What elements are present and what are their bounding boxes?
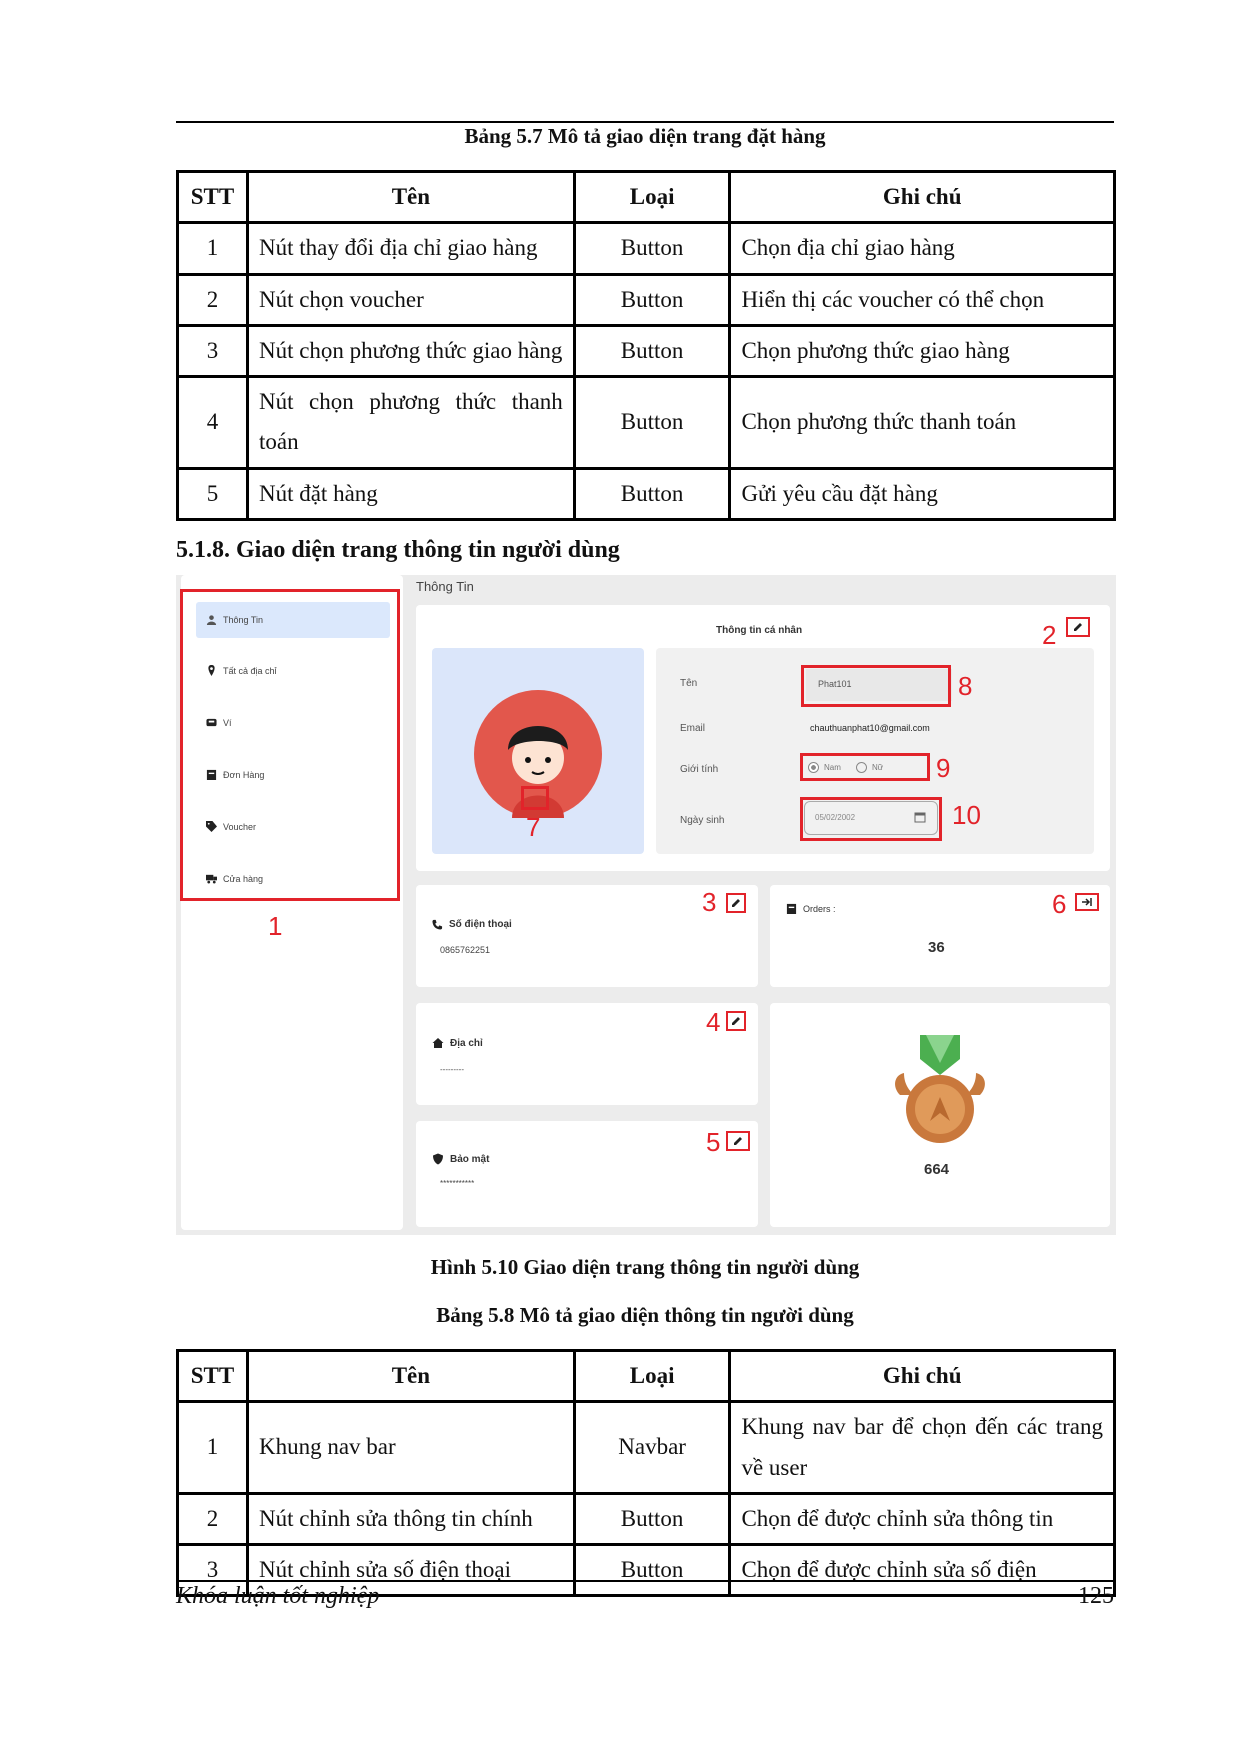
- table-row: [178, 1493, 1115, 1544]
- orders-label: Orders :: [803, 903, 836, 914]
- table1-caption: Bảng 5.7 Mô tả giao diện trang đặt hàng: [464, 124, 826, 148]
- callout-number-6: 6: [1052, 889, 1067, 919]
- name-value: Phat101: [818, 679, 852, 689]
- table-5-7: [176, 170, 1116, 521]
- cell-ghichu: Chọn để được chỉnh sửa thông tin: [730, 1493, 1115, 1544]
- cell-ghichu: Chọn địa chỉ giao hàng: [730, 223, 1115, 274]
- sidebar-item-label: Ví: [223, 717, 232, 728]
- profile-title: Thông tin cá nhân: [716, 625, 803, 636]
- cell-ten: Khung nav bar: [247, 1402, 574, 1494]
- email-label: Email: [680, 723, 706, 734]
- top-rule: [176, 121, 1114, 123]
- callout-number-4: 4: [706, 1007, 721, 1037]
- callout-box-10: [800, 797, 942, 841]
- page-title: Thông Tin: [416, 579, 474, 594]
- cell-ten: Nút chọn phương thức giao hàng: [247, 325, 574, 376]
- gender-label: Giới tính: [680, 764, 719, 775]
- address-label: Địa chỉ: [450, 1037, 483, 1049]
- callout-number-2: 2: [1042, 620, 1057, 650]
- address-value: ---------: [440, 1065, 464, 1074]
- pencil-icon: [732, 1135, 744, 1147]
- security-label: Bảo mật: [450, 1153, 490, 1165]
- dob-value: 05/02/2002: [815, 813, 856, 822]
- callout-box-9: [800, 753, 930, 781]
- home-icon: [432, 1037, 444, 1049]
- cell-ten: Nút thay đổi địa chỉ giao hàng: [247, 223, 574, 274]
- cell-ghichu: Chọn để được chỉnh sửa số điện: [730, 1545, 1115, 1596]
- cell-loai: Button: [574, 325, 730, 376]
- pencil-icon: [1072, 621, 1084, 633]
- callout-number-10: 10: [952, 800, 981, 830]
- cell-loai: Button: [574, 468, 730, 519]
- arrow-right-icon: [1081, 896, 1093, 908]
- cell-ten: Nút chỉnh sửa thông tin chính: [247, 1493, 574, 1544]
- col-header-loai: Loại: [574, 172, 730, 223]
- edit-security-button[interactable]: [726, 1131, 750, 1151]
- radio-label: Nữ: [872, 763, 884, 772]
- cell-stt: 2: [178, 274, 248, 325]
- callout-number-7: 7: [526, 812, 541, 842]
- callout-box-8: [801, 665, 951, 707]
- cell-loai: Button: [574, 274, 730, 325]
- section-heading: 5.1.8. Giao diện trang thông tin người dùng: [176, 537, 620, 563]
- callout-number-3: 3: [702, 887, 717, 917]
- table-row: [178, 325, 1115, 376]
- cell-loai: Button: [574, 1493, 730, 1544]
- phone-value: 0865762251: [440, 945, 491, 955]
- table-row: [178, 1402, 1115, 1494]
- orders-icon: [786, 903, 797, 914]
- address-label-row: [432, 1037, 483, 1049]
- callout-number-1: 1: [268, 911, 283, 941]
- table-row: [178, 377, 1115, 469]
- table-row: [178, 274, 1115, 325]
- callout-number-8: 8: [958, 671, 973, 701]
- table-5-8: [176, 1349, 1116, 1597]
- cell-stt: 4: [178, 377, 248, 469]
- page-number: 125: [1078, 1583, 1114, 1609]
- col-header-ghichu: Ghi chú: [730, 172, 1115, 223]
- col-header-ten: Tên: [247, 1351, 574, 1402]
- edit-phone-button[interactable]: [726, 893, 746, 913]
- security-value: ***********: [440, 1179, 475, 1188]
- dob-label: Ngày sinh: [680, 815, 725, 826]
- edit-profile-button[interactable]: [1066, 617, 1090, 637]
- phone-label-row: [432, 919, 512, 930]
- cell-loai: Navbar: [574, 1402, 730, 1494]
- cell-ghichu: Chọn phương thức thanh toán: [730, 377, 1115, 469]
- callout-box-1: [180, 589, 400, 901]
- cell-stt: 1: [178, 1402, 248, 1494]
- table-row: [178, 468, 1115, 519]
- phone-label: Số điện thoại: [449, 919, 512, 930]
- table2-caption: Bảng 5.8 Mô tả giao diện thông tin người dùng: [436, 1303, 854, 1327]
- cell-ghichu: Hiển thị các voucher có thể chọn: [730, 274, 1115, 325]
- user-profile-screenshot: [176, 575, 1116, 1235]
- col-header-ghichu: Ghi chú: [730, 1351, 1115, 1402]
- col-header-ten: Tên: [247, 172, 574, 223]
- col-header-loai: Loại: [574, 1351, 730, 1402]
- cell-ghichu: Chọn phương thức giao hàng: [730, 325, 1115, 376]
- points-value: 664: [924, 1161, 950, 1178]
- callout-number-9: 9: [936, 753, 951, 783]
- col-header-stt: STT: [178, 1351, 248, 1402]
- callout-number-5: 5: [706, 1127, 721, 1157]
- pencil-icon: [730, 1015, 742, 1027]
- table-header-row: [178, 1351, 1115, 1402]
- radio-label: Nam: [824, 763, 841, 772]
- footer-title: Khóa luận tốt nghiệp: [176, 1583, 380, 1609]
- cell-ten: Nút chọn phương thức thanh toán: [247, 377, 574, 469]
- cell-loai: Button: [574, 223, 730, 274]
- cell-stt: 1: [178, 223, 248, 274]
- sidebar-item-label: Cửa hàng: [223, 873, 264, 884]
- table-header-row: [178, 172, 1115, 223]
- pencil-icon: [730, 897, 742, 909]
- orders-label-row: [786, 903, 836, 914]
- footer-rule: [176, 1580, 1114, 1582]
- shield-icon: [432, 1153, 444, 1165]
- sidebar-item-label: Đơn Hàng: [223, 769, 265, 780]
- cell-ghichu: Gửi yêu cầu đặt hàng: [730, 468, 1115, 519]
- cell-loai: Button: [574, 377, 730, 469]
- figure-caption: Hình 5.10 Giao diện trang thông tin người dùng: [430, 1255, 860, 1279]
- cell-ghichu: Khung nav bar để chọn đến các trang về user: [730, 1402, 1115, 1494]
- cell-stt: 3: [178, 1545, 248, 1596]
- cell-loai: Button: [574, 1545, 730, 1596]
- orders-value: 36: [928, 939, 945, 956]
- cell-stt: 5: [178, 468, 248, 519]
- avatar-edit-button[interactable]: [521, 786, 549, 810]
- sidebar-item-label: Voucher: [223, 821, 257, 832]
- security-label-row: [432, 1153, 489, 1165]
- go-orders-button[interactable]: [1075, 893, 1099, 911]
- cell-stt: 3: [178, 325, 248, 376]
- col-header-stt: STT: [178, 172, 248, 223]
- email-value: chauthuanphat10@gmail.com: [810, 723, 930, 733]
- cell-stt: 2: [178, 1493, 248, 1544]
- edit-address-button[interactable]: [726, 1011, 746, 1031]
- sidebar-item-label: Tất cả địa chỉ: [223, 665, 277, 676]
- sidebar-item-label: Thông Tin: [223, 614, 264, 625]
- cell-ten: Nút đặt hàng: [247, 468, 574, 519]
- medal-icon: [890, 1035, 990, 1155]
- cell-ten: Nút chọn voucher: [247, 274, 574, 325]
- cell-ten: Nút chỉnh sửa số điện thoại: [247, 1545, 574, 1596]
- name-label: Tên: [680, 678, 698, 689]
- phone-icon: [432, 919, 443, 930]
- table-row: [178, 223, 1115, 274]
